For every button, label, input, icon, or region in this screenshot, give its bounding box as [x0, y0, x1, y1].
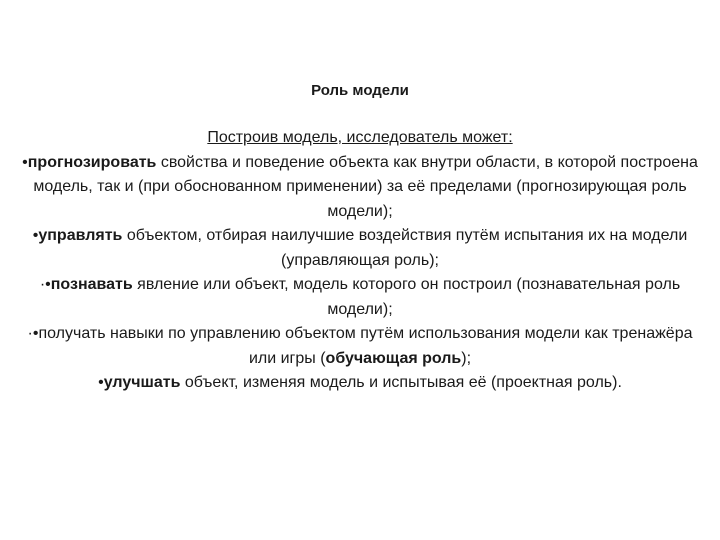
bullet: •	[98, 374, 104, 391]
item-keyword: обучающая роль	[325, 349, 462, 367]
slide-content	[18, 126, 702, 396]
item-text: свойства и поведение объекта как внутри области, в которой построена модель, так и (при обоснованном применении) за её пределами (прогнозирующая роль модели);	[33, 153, 698, 220]
list-item-cognize	[18, 273, 702, 322]
bullet: •	[32, 227, 39, 244]
item-keyword: улучшать	[103, 374, 181, 391]
item-keyword: управлять	[38, 227, 123, 244]
intro-text: Построив модель, исследователь может:	[207, 129, 513, 146]
bullet: •	[22, 153, 28, 171]
bullet: ·•	[39, 276, 51, 293]
list-item-control	[18, 224, 702, 273]
bullet: ·•	[27, 325, 39, 342]
list-item-improve	[18, 371, 702, 396]
item-keyword: познавать	[50, 276, 133, 293]
item-text: );	[461, 349, 472, 367]
list-item-predict	[18, 151, 702, 225]
item-text: явление или объект, модель которого он построил (познавательная роль модели);	[132, 276, 681, 318]
item-text: объект, изменяя модель и испытывая её (проектная роль).	[180, 374, 622, 391]
item-keyword: прогнозировать	[27, 153, 157, 171]
slide-title: Роль модели	[311, 82, 409, 99]
item-text: объектом, отбирая наилучшие воздействия путём испытания их на модели (управляющая роль);	[122, 227, 688, 269]
list-item-train	[18, 322, 702, 371]
item-text: получать навыки по управлению объектом путём использования модели как тренажёра или игры (	[38, 325, 693, 367]
